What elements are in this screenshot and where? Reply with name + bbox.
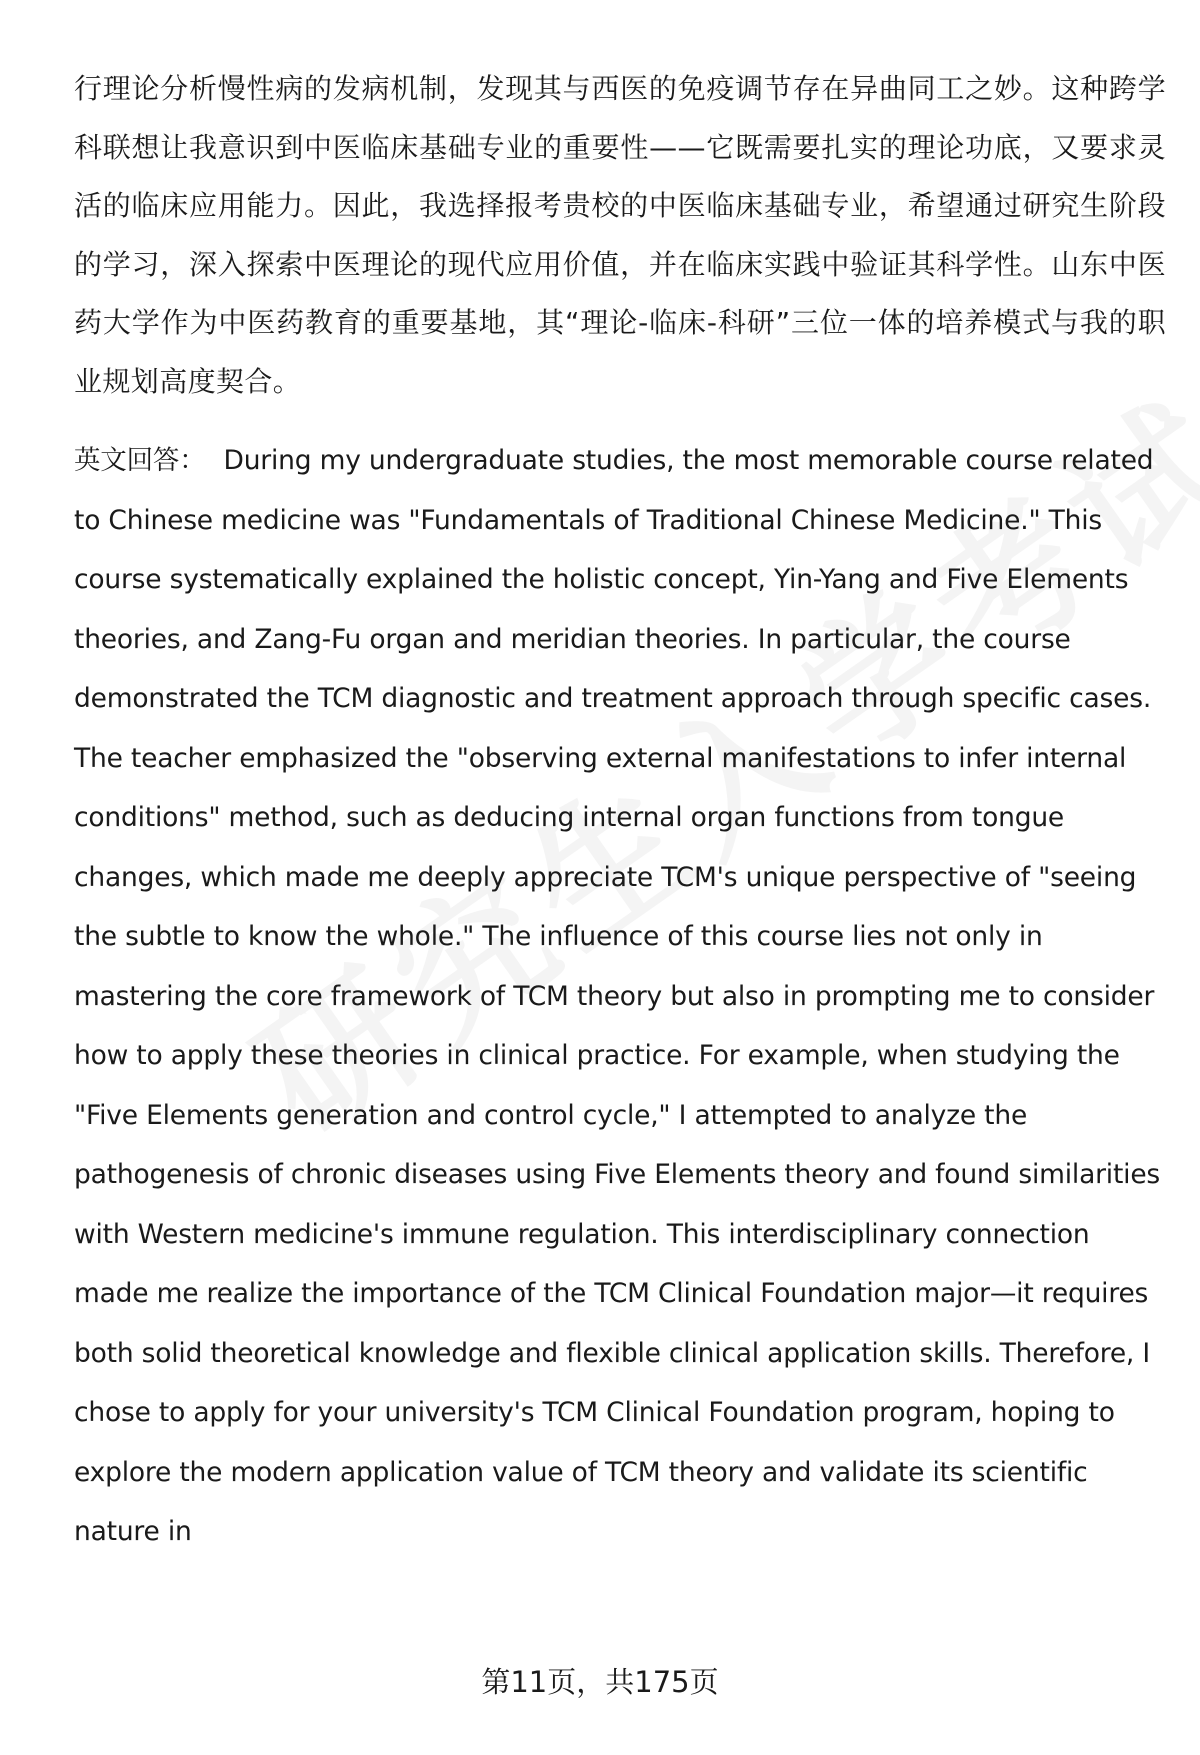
page-number-footer: 第11页，共175页 [481, 1665, 719, 1699]
answer-label: 英文回答： [74, 445, 206, 476]
chinese-answer-paragraph: 行理论分析慢性病的发病机制，发现其与西医的免疫调节存在异曲同工之妙。这种跨学科联想让我意识到中医临床基础专业的重要性——它既需要扎实的理论功底，又要求灵活的临床应用能力。因此，我选择报考贵校的中医临床基础专业，希望通过研究生阶段的学习，深入探索中医理论的现代应用价值，并在临床实践中验证其科学性。山东中医药大学作为中医药教育的重要基地，其“理论-临床-科研”三位一体的培养模式与我的职业规划高度契合。 [74, 72, 1166, 398]
english-answer-paragraph [74, 431, 1166, 1562]
page-content [74, 60, 1166, 1562]
english-answer-text: During my undergraduate studies, the most memorable course related to Chinese medicine was "Fundamentals of Traditional Chinese Medicine." This course systematically explained the holistic concept, Yin-Yang and Five Elements theories, and Zang-Fu organ and meridian theories. In particular, the course demonstrated the TCM diagnostic and treatment approach through specific cases. The teacher emphasized the "observing external manifestations to infer internal conditions" method, such as deducing internal organ functions from tongue changes, which made me deeply appreciate TCM's unique perspective of "seeing the subtle to know the whole." The influence of this course lies not only in mastering the core framework of TCM theory but also in prompting me to consider how to apply these theories in clinical practice. For example, when studying the "Five Elements generation and control cycle," I attempted to analyze the pathogenesis of chronic diseases using Five Elements theory and found similarities with Western medicine's immune regulation. This interdisciplinary connection made me realize the importance of the TCM Clinical Foundation major—it requires both solid theoretical knowledge and flexible clinical application skills. Therefore, I chose to apply for your university's TCM Clinical Foundation program, hoping to explore the modern application value of TCM theory and validate its scientific nature in [74, 445, 1161, 1547]
